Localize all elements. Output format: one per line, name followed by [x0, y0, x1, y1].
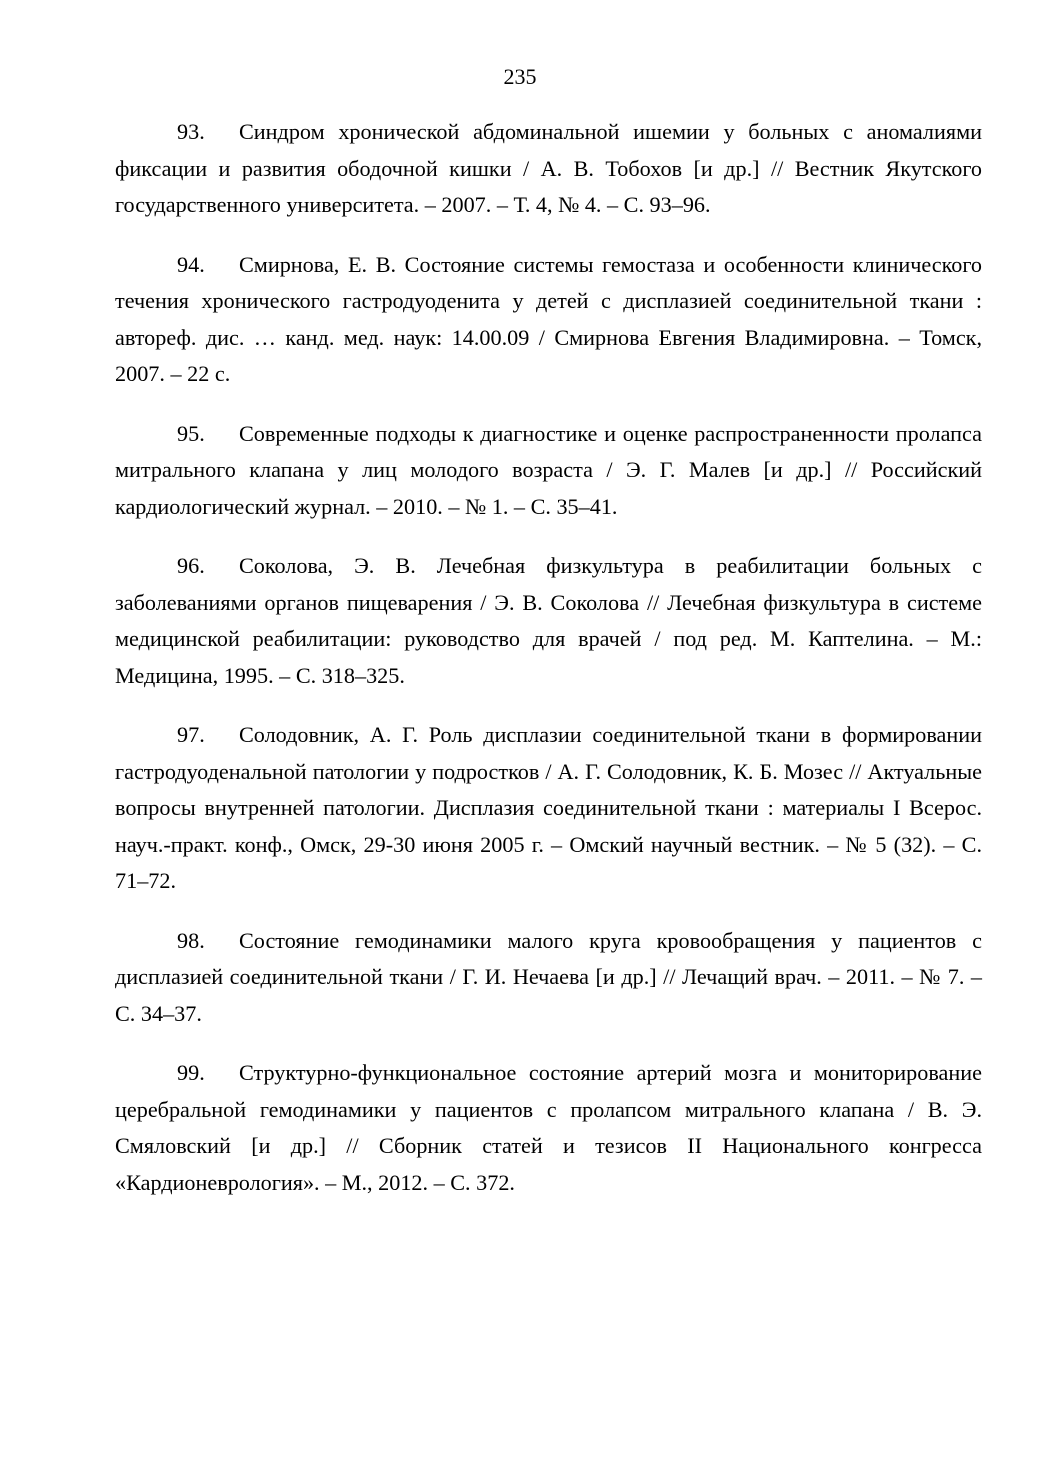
reference-item — [115, 247, 982, 393]
reference-text: Солодовник, А. Г. Роль дисплазии соединительной ткани в формировании гастродуоденальной патологии у подростков / А. Г. Солодовник, К. Б. Мозес // Актуальные вопросы внутренней патологии. Дисплазия соединительной ткани : материалы I Всерос. науч.-практ. конф., Омск, 29-30 июня 2005 г. – Омский научный вестник. – № 5 (32). – С. 71–72. — [115, 722, 982, 893]
reference-number: 95. — [177, 420, 205, 446]
reference-item — [115, 548, 982, 694]
reference-item — [115, 1055, 982, 1201]
reference-item — [115, 114, 982, 224]
reference-text: Соколова, Э. В. Лечебная физкультура в реабилитации больных с заболеваниями органов пищеварения / Э. В. Соколова // Лечебная физкультура в системе медицинской реабилитации: руководство для врачей / под ред. М. Каптелина. – М.: Медицина, 1995. – С. 318–325. — [115, 553, 982, 688]
reference-text: Современные подходы к диагностике и оценке распространенности пролапса митрального клапана у лиц молодого возраста / Э. Г. Малев [и др.] // Российский кардиологический журнал. – 2010. – № 1. – С. 35–41. — [115, 420, 982, 519]
reference-item — [115, 416, 982, 526]
reference-number: 98. — [177, 927, 205, 953]
reference-item — [115, 923, 982, 1033]
page-number: 235 — [503, 64, 537, 89]
reference-number: 93. — [177, 119, 205, 144]
reference-item — [115, 717, 982, 900]
reference-number: 97. — [177, 722, 205, 747]
reference-number: 94. — [177, 251, 205, 277]
reference-number: 96. — [177, 553, 205, 578]
reference-list — [115, 114, 982, 1224]
reference-text: Синдром хронической абдоминальной ишемии у больных с аномалиями фиксации и развития ободочной кишки / А. В. Тобохов [и др.] // Вестник Якутского государственного университета. – 2007. – Т. 4, № 4. – С. 93–96. — [115, 119, 982, 217]
reference-text: Смирнова, Е. В. Состояние системы гемостаза и особенности клинического течения хронического гастродуоденита у детей с дисплазией соединительной ткани : автореф. дис. … канд. мед. наук: 14.00.09 / Смирнова Евгения Владимировна. – Томск, 2007. – 22 с. — [115, 251, 982, 386]
reference-text: Структурно-функциональное состояние артерий мозга и мониторирование церебральной гемодинамики у пациентов с пролапсом митрального клапана / В. Э. Смяловский [и др.] // Сборник статей и тезисов II Национального конгресса «Кардионеврология». – М., 2012. – С. 372. — [115, 1060, 982, 1195]
reference-number: 99. — [177, 1060, 205, 1085]
reference-text: Состояние гемодинамики малого круга кровообращения у пациентов с дисплазией соединительной ткани / Г. И. Нечаева [и др.] // Лечащий врач. – 2011. – № 7. – С. 34–37. — [115, 927, 982, 1026]
